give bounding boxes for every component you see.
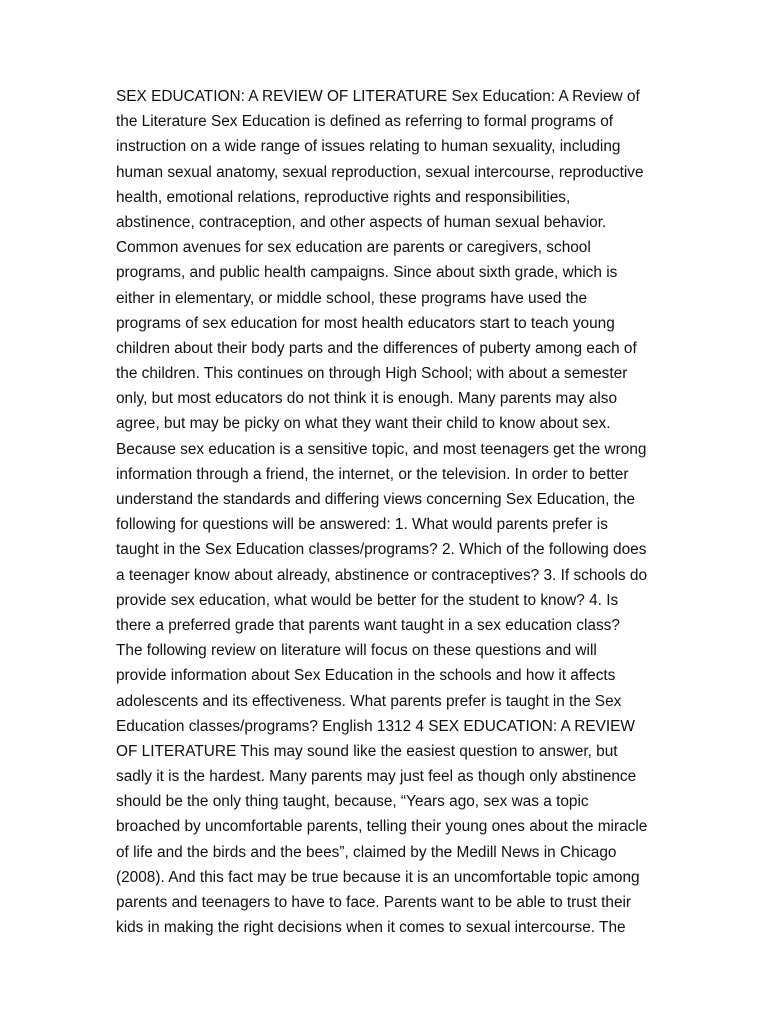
text-line: human sexual anatomy, sexual reproduction, sexual intercourse, reproductive (116, 163, 644, 181)
text-line: adolescents and its effectiveness. What parents prefer is taught in the Sex (116, 692, 622, 710)
text-line: kids in making the right decisions when it comes to sexual intercourse. The (116, 919, 626, 937)
text-line: the Literature Sex Education is defined as referring to formal programs of (116, 113, 614, 131)
text-line: SEX EDUCATION: A REVIEW OF LITERATURE Sex Education: A Review of (116, 88, 640, 105)
text-line: taught in the Sex Education classes/programs? 2. Which of the following does (116, 541, 647, 559)
text-line: parents and teenagers to have to face. Parents want to be able to trust their (116, 894, 632, 911)
text-line: programs, and public health campaigns. Since about sixth grade, which is (116, 264, 618, 282)
text-line: health, emotional relations, reproductive rights and responsibilities, (116, 188, 571, 206)
text-line: Because sex education is a sensitive topic, and most teenagers get the wrong (116, 440, 647, 458)
text-line: sadly it is the hardest. Many parents may just feel as though only abstinence (116, 768, 637, 786)
text-line: children about their body parts and the differences of puberty among each of (116, 339, 637, 357)
text-line: either in elementary, or middle school, these programs have used the (116, 289, 588, 307)
text-line: the children. This continues on through High School; with about a semester (116, 365, 628, 383)
text-line: provide sex education, what would be better for the student to know? 4. Is (116, 591, 619, 609)
body-text (116, 84, 656, 940)
text-line: instruction on a wide range of issues relating to human sexuality, including (116, 138, 621, 156)
text-line: of life and the birds and the bees”, claimed by the Medill News in Chicago (116, 843, 617, 861)
text-line: Common avenues for sex education are parents or caregivers, school (116, 239, 591, 257)
text-line: information through a friend, the internet, or the television. In order to better (116, 465, 629, 483)
text-line: following for questions will be answered: 1. What would parents prefer is (116, 516, 608, 534)
text-line: programs of sex education for most health educators start to teach young (116, 314, 615, 332)
text-line: a teenager know about already, abstinence or contraceptives? 3. If schools do (116, 566, 648, 584)
text-line: broached by uncomfortable parents, telling their young ones about the miracle (116, 818, 648, 836)
text-line: Education classes/programs? English 1312 4 SEX EDUCATION: A REVIEW (116, 717, 635, 735)
text-line: OF LITERATURE This may sound like the easiest question to answer, but (116, 742, 618, 760)
text-line: provide information about Sex Education in the schools and how it affects (116, 667, 616, 685)
text-line: abstinence, contraception, and other aspects of human sexual behavior. (116, 213, 607, 231)
text-line: only, but most educators do not think it is enough. Many parents may also (116, 390, 618, 408)
text-line: agree, but may be picky on what they want their child to know about sex. (116, 415, 611, 433)
text-line: The following review on literature will focus on these questions and will (116, 642, 597, 660)
text-line: understand the standards and differing views concerning Sex Education, the (116, 491, 636, 508)
text-line: (2008). And this fact may be true because it is an uncomfortable topic among (116, 868, 640, 886)
text-line: there a preferred grade that parents want taught in a sex education class? (116, 616, 620, 634)
text-line: should be the only thing taught, because, “Years ago, sex was a topic (116, 793, 589, 811)
